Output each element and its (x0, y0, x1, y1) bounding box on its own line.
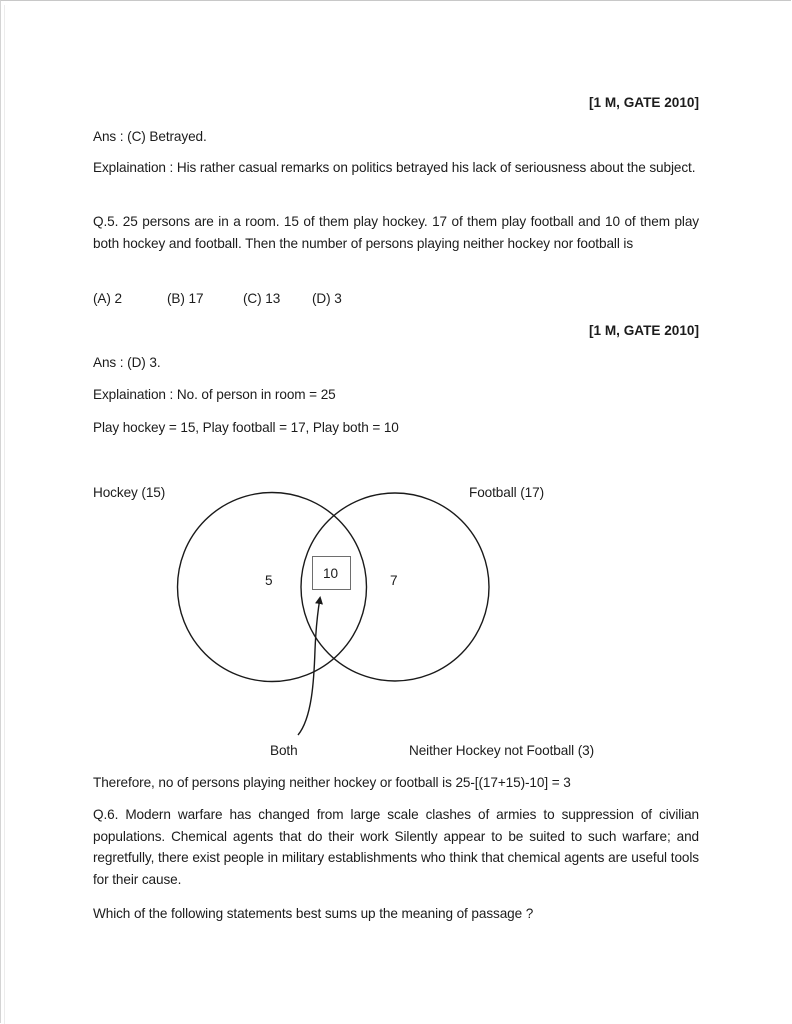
venn-label-football: Football (17) (469, 485, 545, 500)
prompt-q6: Which of the following statements best sums up the meaning of passage ? (93, 906, 534, 921)
answer-q5: Ans : (D) 3. (93, 355, 161, 370)
option-a: (A) 2 (93, 291, 122, 306)
venn-label-hockey: Hockey (15) (93, 485, 166, 500)
venn-value-football-only: 7 (390, 573, 398, 588)
venn-value-both: 10 (323, 566, 338, 581)
venn-caption-neither: Neither Hockey not Football (3) (409, 743, 595, 758)
marks-tag-q4: [1 M, GATE 2010] (588, 95, 699, 110)
option-c: (C) 13 (243, 291, 281, 306)
question-q5: Q.5. 25 persons are in a room. 15 of them play hockey. 17 of them play football and 10 of them play both hockey and football. Then the number of persons playing neither hockey nor football is (93, 214, 699, 251)
marks-tag-q5: [1 M, GATE 2010] (588, 323, 699, 338)
venn-caption-both: Both (270, 743, 298, 758)
option-b: (B) 17 (167, 291, 204, 306)
explanation-q5-line1: Explaination : No. of person in room = 25 (93, 387, 336, 402)
conclusion-q5: Therefore, no of persons playing neither hockey or football is 25-[(17+15)-10] = 3 (93, 775, 571, 790)
option-d: (D) 3 (312, 291, 342, 306)
explanation-q4: Explaination : His rather casual remarks on politics betrayed his lack of seriousness about the subject. (93, 160, 696, 175)
explanation-q5-line2: Play hockey = 15, Play football = 17, Play both = 10 (93, 420, 399, 435)
answer-q4: Ans : (C) Betrayed. (93, 129, 207, 144)
passage-q6: Q.6. Modern warfare has changed from large scale clashes of armies to suppression of civilian populations. Chemical agents that do their work Silently appear to be suited to such warfare; and regretfully, there exist people in military establishments who think that chemical agents are useful tools for their cause. (93, 807, 699, 887)
venn-arrow (298, 598, 320, 735)
venn-value-hockey-only: 5 (265, 573, 273, 588)
